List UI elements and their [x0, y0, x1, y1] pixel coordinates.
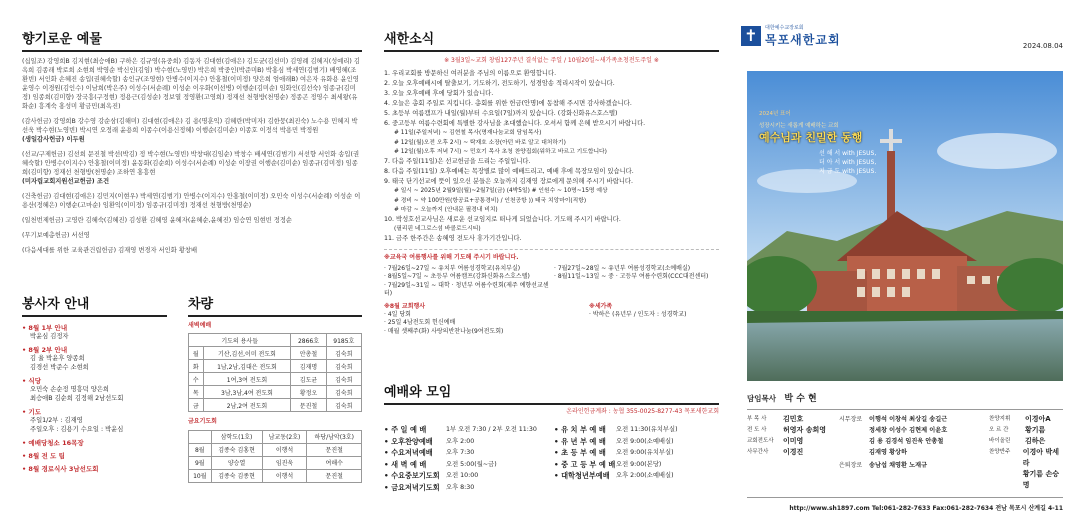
usher-line: 주일오후 : 김용기 수요일 : 박윤심	[30, 426, 124, 433]
divider	[188, 315, 362, 317]
news-item: (필리핀 네그로스섬 바콜로드시티)	[394, 226, 481, 233]
staff-row	[747, 436, 839, 447]
worship-time: 오전 10:00	[446, 472, 479, 480]
table-header-row	[189, 430, 362, 443]
worship-name: • 유 치 부 예 배	[554, 425, 606, 435]
worship-name: • 주 일 예 배	[384, 425, 427, 435]
staff-row	[989, 414, 1063, 425]
staff-role: 사무간사	[747, 449, 769, 455]
worship-name: • 유 년 부 예 배	[554, 436, 606, 446]
denomination: 대한예수교장로회	[765, 25, 804, 31]
prayer-item: · 8월5일~7일 ~ 초등부 여름캠프(강화신화유스호스텔)	[384, 273, 530, 281]
table-cell: 김재명	[291, 360, 326, 373]
usher-line: 주일1/2부 : 김재영	[30, 417, 83, 424]
worship-row	[384, 436, 554, 448]
table-row	[189, 443, 362, 456]
staff-left-list	[747, 414, 839, 491]
table-cell: 김숙희	[326, 347, 361, 360]
table-cell: 안총철	[291, 347, 326, 360]
table-header-cell: 2866호	[291, 334, 326, 347]
usher-line: 박윤심 김정자	[30, 333, 69, 340]
usher-section	[22, 293, 167, 473]
usher-list	[22, 323, 167, 473]
divider	[747, 497, 1063, 498]
worship-row	[384, 482, 554, 494]
table-header-cell: 9185호	[326, 334, 361, 347]
table-cell: 양승열	[211, 456, 262, 469]
worship-time: 오후 2:00	[446, 437, 475, 445]
table-cell: 김숙희	[326, 360, 361, 373]
news-item: 8. 다음 주일(11일) 오후예배는 목장별로 많이 예배드리고, 예배 후에 목장모임이 있습니다.	[384, 168, 634, 176]
table-row	[189, 373, 362, 386]
staff-row	[747, 414, 839, 425]
table-cell: 금	[189, 399, 204, 412]
news-item: 10. 박성호선교사님은 새로운 선교임지로 떠나게 되었습니다. 기도해 주시기 바랍니다.	[384, 216, 621, 224]
news-title: 새한소식	[384, 32, 435, 47]
table-cell: 이행석	[262, 469, 307, 482]
worship-row	[554, 424, 719, 436]
usher-group-head: • 8월 경로식사 3남선도회	[22, 465, 99, 473]
offering-tithe: (십일조) 강영희B 김지현(최승애B) 구하은 김규영(유중희) 김동자 김대현(김애은) 김도균(김선미) 김영례 김혜지(성예리) 김옥희 김종래 박로희 소현희 박영순 박신인(김임) 박수현(노영빈) 박은희 박중인(박준미B) 박홍심 박세연(김범기) 배영혜(조환빈) 서인화 손혜진 송입(권혜숙할) 송인규(조영현) 안병수(이지수) 안홍철(이미정) 양은희 엄애래B) 여은자 유화용 윤인영 윤영수 이경원(김인수) 이남희(박은주) 이성수(서순례) 이성순 이우화(이선병) 이행순(김미순) 임화인(김선숙) 임종규(김미정) 임종희(김미향) 장국흥(구정현) 정용근(김성순) 정보열 정영환(고영희) 정재선 천형방(천명순) 정종곤 정영수 최세왕(유화순) 흥계숙 홍성미 황금민(최옥진)	[22, 58, 360, 110]
table-cell: 수	[189, 373, 204, 386]
news-item: 5. 초등부 여름캠프가 내일(월)부터 수요일(7일)까지 있습니다. (강화신화유스호스텔)	[384, 110, 618, 118]
slogan-line-3: 선 해 서 with JESUS,	[819, 150, 877, 157]
table-cell: 김도균	[291, 373, 326, 386]
staff-block	[747, 391, 1063, 512]
divider	[22, 50, 362, 52]
table-header-cell: 기도의 용사들	[189, 334, 291, 347]
elder-line: 김재영 황상하	[869, 449, 908, 456]
news-banner: ※ 3월3일~교회 창립127주년 결석없는 주일 / 10월20일~새가족초청전도주일 ※	[444, 57, 659, 64]
table-cell: 김숙희	[326, 373, 361, 386]
table-cell: 김종숙 김홍현	[211, 443, 262, 456]
worship-title: 예배와 모임	[384, 385, 452, 400]
offering-misc: (무기보예총헌금) 서선영	[22, 232, 90, 239]
church-name: 목포새한교회	[765, 33, 841, 47]
table-cell: 월	[189, 347, 204, 360]
retired-label: 은퇴장로	[839, 462, 863, 469]
news-list	[384, 69, 719, 244]
prayer-item: · 7월27일~28일 ~ 유년부 여름성경학교(소예배실)	[554, 264, 691, 272]
staff-role: 교회전도사	[747, 438, 774, 444]
table-cell: 이행석	[262, 443, 307, 456]
dawn-vehicle-table	[188, 333, 362, 412]
table-cell: 황정오	[291, 386, 326, 399]
staff-row	[747, 425, 839, 436]
pastor-name: 박 수 현	[784, 394, 817, 404]
worship-row	[554, 436, 719, 448]
divider	[384, 249, 719, 250]
offering-thanks: (감사헌금) 강영희B 강수영 강순삼(김해미) 김대현(김애은) 김 용(명훈익) 김혜란(박미자) 김한뭉(최진숙) 노수용 민혜지 박선욱 박수현(노영빈) 박시연 오정래 윤용희 이종수(이용신정혜) 이행순(김미순) 이종호 이정석 박용민 박정원	[22, 118, 358, 134]
worship-right-list	[554, 424, 719, 493]
staff-row	[747, 447, 839, 458]
staff-name: 이미영	[783, 437, 804, 445]
worship-row	[554, 470, 719, 482]
worship-time: 오전 9:00(소예배실)	[616, 437, 674, 445]
staff-role: 부 목 사	[747, 416, 767, 422]
column-news	[384, 0, 719, 336]
offering-mission: (선교/구제헌금) 김선희 문진철 박선(박김) 정 박수현(노영빈) 박창대(김임순) 박창수 배세연(김범기) 서선향 서인화 송입(권혜숙할) 안병수(이지수) 안홍철(이미정) 윤동화(김순희) 이성수(서순례) 이성순 이장권 이행순(김미순) 임종규(김미정) 임종희(김미향) 정재선 천형방(천명순) 조하연 홍흥현	[22, 151, 360, 176]
dawn-service-label: 새벽예배	[188, 322, 212, 329]
news-item: 4. 오늘은 총회 주일로 지킵니다. 총회를 위한 헌금(안명)에 동참해 주시면 감사하겠습니다.	[384, 100, 632, 108]
august-events-title: ※8월 교회행사	[384, 302, 426, 310]
bulletin-date: 2024.08.04	[1022, 42, 1063, 50]
staff-name: 황기름	[1025, 426, 1046, 434]
divider	[384, 403, 719, 405]
news-item: 1. 우리교회를 방문하신 여러분을 주님의 이름으로 환영합니다.	[384, 70, 557, 78]
offering-birthday: (생일감사헌금) 이두원	[22, 136, 85, 143]
news-item: # 12일(월)오전 오후 2시) ~ 탁재호 소장(아던 바로 알고 대처하기)	[394, 139, 566, 146]
staff-name: 허영자 송희영	[783, 426, 827, 434]
news-item: 9. 태국 단기선교에 뜻이 있으신 분들은 오늘까지 김재영 장로에게 문의해 주시기 바랍니다.	[384, 178, 634, 186]
table-cell: 김숙희	[326, 386, 361, 399]
worship-left-list	[384, 424, 554, 493]
news-item: 11. 금주 한주간은 송혜영 전도사 휴가기간입니다.	[384, 235, 522, 243]
slogan-main: 예수님과 친밀한 동행	[759, 131, 863, 144]
retired-elders: 송남섭 채영환 노재규	[869, 462, 928, 469]
usher-line: 오민숙 손순정 명흥덕 양은희	[30, 386, 109, 393]
table-cell: 문진철	[291, 399, 326, 412]
table-cell: 목	[189, 386, 204, 399]
prayer-item: · 7월29일~31일 ~ 대학 · 청년부 여름수련회(제주 예향선교센터)	[384, 281, 549, 298]
worship-time: 오전 9:00(본당)	[616, 460, 662, 468]
usher-line: 김 율 박윤후 양종희	[30, 355, 85, 362]
table-cell: 3남,3남,4여 전도회	[203, 386, 291, 399]
event-item: · 4일 당회	[384, 310, 411, 318]
table-row	[189, 456, 362, 469]
elder-line: 김 용 김경석 임진욱 안총철	[869, 438, 944, 445]
worship-name: • 새 벽 예 배	[384, 459, 427, 469]
table-header-cell: 삼학도(1호)	[211, 430, 262, 443]
news-item: 6. 중고등부 여름수련회에 특별한 강사님을 초대했습니다. 오셔서 함께 은혜 받으시기 바랍니다.	[384, 120, 646, 128]
divider	[22, 315, 167, 317]
staff-name: 김민호	[783, 415, 804, 423]
worship-time: 오전 5:00(월~금)	[446, 460, 497, 468]
table-cell: 여해수	[307, 456, 362, 469]
worship-time: 오후 8:30	[446, 483, 475, 491]
august-events-list	[384, 311, 589, 336]
table-row	[189, 469, 362, 482]
table-header-cell: 남교동(2호)	[262, 430, 307, 443]
prayer-right-list	[554, 265, 719, 299]
usher-group-head: • 8월 전 도 팀	[22, 452, 65, 460]
staff-name: 이경진	[783, 448, 804, 456]
table-row	[189, 399, 362, 412]
offering-thousand: (일천번제헌금) 고영란 김혜숙(김혜진) 김성환 김혜영 윤혜자(윤혜순,윤혜진) 임승연 임현빈 정정순	[22, 217, 292, 224]
news-item: # 마감 ~ 오늘까지 (안내문 필경내 비치)	[394, 206, 498, 213]
divider	[384, 50, 719, 52]
staff-role	[989, 469, 1023, 491]
year-motto-label: 2024년 표어	[759, 111, 791, 117]
usher-group-head: • 8월 1부 안내	[22, 324, 68, 332]
worship-time: 오전 9:00(유치부실)	[616, 449, 674, 457]
worship-row	[384, 424, 554, 436]
new-family-title: ※세가족	[589, 302, 613, 310]
news-item: 7. 다음 주일(11일)은 선교헌금을 드리는 주일입니다.	[384, 158, 531, 166]
staff-row	[989, 469, 1063, 491]
table-cell: 김숙희	[326, 399, 361, 412]
table-cell: 10월	[189, 469, 212, 482]
prayer-left-list	[384, 265, 554, 299]
worship-name: • 중 고 등 부 예 배	[554, 459, 616, 469]
offering-mission-support: (미자립교회지원선교헌금) 조건	[22, 178, 110, 185]
staff-name: 김하은	[1025, 437, 1046, 445]
table-cell: 기산,김선,이미 전도회	[203, 347, 291, 360]
table-cell: 문진철	[307, 469, 362, 482]
table-row	[189, 386, 362, 399]
offering-building: (건축헌금) 김대현(김애은) 김민지(이현우) 박세연(김범기) 안병수(이지수) 안홍철(이미정) 오민숙 이성수(서순례) 이성순 이용산(정혜은) 이행순(고마순) 임환익(이미정) 임종규(김미정) 정재선 천형방(천명순)	[22, 193, 361, 209]
prayer-title: ※교육국 여름행사를 위해 기도해 주시기 바랍니다.	[384, 254, 519, 262]
staff-right-list	[989, 414, 1063, 491]
cross-icon: ✝	[741, 26, 761, 46]
new-family-list	[589, 311, 719, 319]
usher-line: 김경선 박준수 소현희	[30, 364, 89, 371]
staff-name: 이경아A	[1025, 415, 1051, 423]
elder-line: 이행석 이창석 최상길 송길근	[869, 416, 948, 423]
staff-row	[989, 436, 1063, 447]
worship-name: • 수요저녁예배	[384, 448, 433, 458]
table-header-row	[189, 334, 362, 347]
staff-role: 오 르 간	[989, 427, 1009, 433]
staff-role: 전 도 사	[747, 427, 767, 433]
news-item: # 11일(주일저녁) ~ 김현철 목사(명재나눔교회 담임목사)	[394, 130, 542, 137]
elders-label: 시무장로	[839, 416, 863, 423]
friday-prayer-label: 금요기도회	[188, 418, 217, 426]
staff-name: 황기름 손승명	[1022, 470, 1059, 489]
column-offerings	[22, 0, 362, 255]
staff-role: 찬양지휘	[989, 416, 1011, 422]
vehicle-title: 차량	[188, 297, 214, 312]
news-item: 3. 오늘 오후예배 후에 당회가 있습니다.	[384, 90, 494, 98]
worship-row	[384, 447, 554, 459]
worship-name: • 초 등 부 예 배	[554, 448, 606, 458]
table-header-cell: 하당/남악(3호)	[307, 430, 362, 443]
staff-row	[989, 425, 1063, 436]
usher-group-head: • 예배당청소 16목장	[22, 439, 84, 447]
church-contact: http://www.sh1897.com Tel:061-282-7633 Fax:061-282-7634 전남 목포시 산계길 4-11	[789, 505, 1063, 512]
event-item: · 매월 셋째주(화) 사랑의반찬나눔(9여전도회)	[384, 327, 504, 335]
divider	[747, 409, 1063, 410]
usher-group-head: • 기도	[22, 408, 41, 416]
worship-row	[384, 459, 554, 471]
table-cell: 1여,3여 전도회	[203, 373, 291, 386]
worship-row	[554, 447, 719, 459]
table-cell: 김종숙 김종현	[211, 469, 262, 482]
table-cell: 2남,2여 전도회	[203, 399, 291, 412]
worship-name: • 오후찬양예배	[384, 436, 433, 446]
usher-line: 최승애B 김순희 김정해 2남선도회	[30, 395, 124, 402]
table-cell: 문진철	[307, 443, 362, 456]
elders-list	[869, 414, 947, 458]
staff-role: 찬양반주	[989, 449, 1011, 455]
worship-time: 오후 2:00(소예배실)	[616, 472, 674, 480]
worship-time: 오후 7:30	[446, 449, 475, 457]
staff-name: 이경아 박세라	[1022, 448, 1059, 467]
table-header-cell	[189, 430, 212, 443]
friday-vehicle-table	[188, 430, 362, 483]
new-family-item: · 박하은 (유년부 / 인도자 : 성경학교)	[589, 310, 687, 318]
news-item: # 일시 ~ 2025년 2월9일(월)~2월7일(금) (4박5일) # 인원수 ~ 10명~15명 예상	[394, 188, 608, 195]
table-cell: 임진욱	[262, 456, 307, 469]
worship-time: 1부 오전 7:30 / 2부 오전 11:30	[446, 426, 537, 434]
staff-role: 바이올린	[989, 438, 1011, 444]
table-cell: 1남,2남,김대은 전도회	[203, 360, 291, 373]
slogan-line-5: 지 금 도 with JESUS.	[819, 168, 877, 175]
offering-education: (다음세대를 위한 교육관건립헌금) 김재영 변경자 서인화 황창배	[22, 247, 198, 254]
worship-time: 오전 11:30(유치부실)	[616, 426, 678, 434]
prayer-item: · 8월11일~13일 ~ 중 · 고등부 여름수련회(CCC대전센터)	[554, 273, 709, 281]
news-item: # 경비 ~ 약 100만원(항공료+공통경비) / 인천공항 )) 태국 치앙마이(직항)	[394, 197, 587, 204]
worship-section	[384, 381, 719, 493]
table-cell: 화	[189, 360, 204, 373]
pastor-label: 담임목사	[747, 394, 776, 403]
usher-title: 봉사자 안내	[22, 297, 90, 312]
table-row	[189, 347, 362, 360]
worship-name: • 수요중보기도회	[384, 471, 440, 481]
vehicle-section	[188, 293, 362, 483]
usher-group-head: • 8월 2부 안내	[22, 346, 68, 354]
news-item: # 12일(월)오후 저녁 7시) ~ 민호기 목사 초청 찬양집회(워하고 바르고 기도합니다)	[394, 149, 607, 155]
elder-line: 정세창 이성수 김현제 이윤호	[869, 427, 948, 434]
online-account: 온라인헌금계좌 : 농협 355-0025-8277-43 목포새한교회	[566, 408, 719, 415]
event-item: · 25일 4남전도회 헌신예배	[384, 319, 456, 327]
staff-row	[989, 447, 1063, 469]
worship-name: • 대학청년부예배	[554, 471, 610, 481]
prayer-item: · 7월26일~27일 ~ 유치부 여름성경학교(유치부실)	[384, 264, 521, 272]
table-row	[189, 360, 362, 373]
church-logo	[741, 24, 1071, 48]
slogan-line-1: 성장시키는 새롭게 예배하는 교회	[759, 123, 839, 129]
slogan-line-4: 더 아 서 with JESUS,	[819, 159, 877, 166]
news-item: 2. 오늘 오후예배시에 탈출보기, 기도하기, 전도하기, 성경암송 적리시작이 있습니다.	[384, 80, 615, 88]
table-cell: 9월	[189, 456, 212, 469]
worship-row	[554, 459, 719, 471]
worship-row	[384, 470, 554, 482]
usher-group-head: • 식당	[22, 377, 41, 385]
church-photo	[747, 71, 1063, 381]
table-cell: 8월	[189, 443, 212, 456]
offerings-title: 향기로운 예물	[22, 32, 102, 47]
worship-name: • 금요저녁기도회	[384, 482, 440, 492]
cover-column	[741, 0, 1071, 512]
